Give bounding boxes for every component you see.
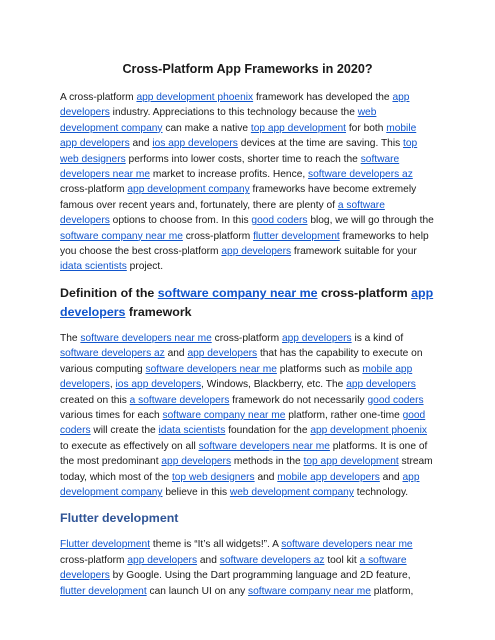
text-run: platforms such as: [276, 363, 363, 375]
hyperlink[interactable]: app developers: [161, 456, 232, 468]
text-run: will create the: [90, 425, 159, 437]
hyperlink[interactable]: software company near me: [162, 409, 286, 421]
hyperlink[interactable]: software developers az: [219, 554, 325, 566]
hyperlink[interactable]: mobile app developers: [60, 363, 413, 391]
text-run: various times for each: [60, 409, 163, 421]
text-run: A cross-platform: [60, 92, 137, 103]
document-title: Cross-Platform App Frameworks in 2020?: [122, 62, 373, 76]
text-run: devices at the time are saving. This: [237, 138, 404, 150]
text-run: ,: [109, 379, 116, 391]
text-run: platforms. It is one of the most predominant: [60, 440, 428, 468]
text-run: , Windows, Blackberry, etc. The: [201, 379, 347, 391]
text-run: created on this: [60, 394, 130, 406]
hyperlink[interactable]: top app development: [303, 456, 399, 468]
hyperlink[interactable]: idata scientists: [60, 261, 127, 273]
text-run: and: [129, 138, 153, 150]
hyperlink[interactable]: flutter development: [60, 585, 147, 597]
text-run: methods in the: [231, 456, 304, 468]
text-run: stream today, which most of the: [60, 456, 433, 483]
text-run: industry. Appreciations to this technology because the: [109, 107, 358, 119]
text-run: foundation for the: [225, 425, 311, 437]
flutter-paragraph: [60, 537, 435, 599]
intro-paragraph: [60, 90, 435, 275]
section-heading-flutter: Flutter development: [60, 511, 179, 526]
hyperlink[interactable]: software company near me: [248, 585, 371, 597]
text-run: frameworks have become extremely famous over recent years and, fortunately, there are plenty of: [60, 184, 417, 211]
hyperlink[interactable]: software developers az: [308, 169, 413, 181]
hyperlink[interactable]: good coders: [367, 394, 424, 406]
hyperlink[interactable]: app development phoenix: [136, 92, 254, 103]
hyperlink[interactable]: app developers: [60, 92, 410, 119]
text-run: believe in this: [162, 486, 230, 498]
hyperlink[interactable]: mobile app developers: [277, 471, 380, 483]
text-run: blog, we will go through the: [307, 215, 434, 227]
hyperlink[interactable]: app developers: [346, 379, 416, 391]
text-run: performs into lower costs, shorter time to reach the: [125, 153, 361, 165]
text-run: and: [164, 348, 188, 360]
text-run: market to increase profits. Hence,: [150, 169, 309, 181]
text-run: framework do not necessarily: [229, 394, 368, 406]
text-run: and: [379, 471, 403, 483]
text-run: framework has developed the: [253, 92, 393, 103]
text-run: cross-platform: [211, 332, 282, 344]
text-run: options to choose from. In this: [109, 215, 252, 227]
text-run: and: [254, 471, 278, 483]
hyperlink[interactable]: ios app developers: [115, 379, 202, 391]
section-heading-definition: [60, 284, 435, 322]
hyperlink[interactable]: flutter development: [253, 230, 340, 242]
text-run: framework: [125, 304, 192, 319]
text-run: tool kit: [324, 554, 360, 566]
hyperlink[interactable]: good coders: [60, 409, 426, 437]
hyperlink[interactable]: software company near me: [157, 285, 318, 300]
hyperlink[interactable]: ios app developers: [152, 138, 238, 150]
text-run: for both: [346, 122, 387, 134]
text-run: cross-platform: [317, 285, 412, 300]
hyperlink[interactable]: software company near me: [60, 230, 183, 242]
hyperlink[interactable]: mobile app developers: [60, 122, 417, 150]
text-run: that has the capability to execute on various computing: [60, 348, 423, 375]
text-run: technology.: [353, 486, 409, 498]
text-run: theme is “It’s all widgets!”. A: [150, 539, 282, 551]
hyperlink[interactable]: web development company: [60, 107, 377, 134]
hyperlink[interactable]: software developers near me: [145, 363, 277, 375]
hyperlink[interactable]: a software developers: [129, 394, 230, 406]
text-run: cross-platform: [60, 554, 128, 566]
text-run: platform,: [370, 585, 414, 597]
text-run: Definition of the: [60, 285, 158, 300]
hyperlink[interactable]: software developers near me: [60, 153, 400, 181]
hyperlink[interactable]: idata scientists: [158, 425, 226, 437]
text-run: and: [197, 554, 220, 566]
hyperlink[interactable]: app developers: [187, 348, 258, 360]
hyperlink[interactable]: app developers: [60, 285, 434, 319]
text-run: is a kind of: [351, 332, 404, 344]
hyperlink[interactable]: software developers near me: [198, 440, 330, 452]
text-run: project.: [126, 261, 164, 273]
hyperlink[interactable]: software developers near me: [80, 332, 212, 344]
hyperlink[interactable]: app development company: [60, 471, 420, 498]
hyperlink[interactable]: top web designers: [171, 471, 255, 483]
text-run: cross-platform: [182, 230, 254, 242]
text-run: can launch UI on any: [146, 585, 249, 597]
text-run: frameworks to help you choose the best cross-platform: [60, 230, 429, 258]
hyperlink[interactable]: web development company: [229, 486, 354, 498]
text-run: The: [60, 332, 81, 344]
hyperlink[interactable]: good coders: [251, 215, 308, 227]
text-run: platform, rather one-time: [285, 409, 403, 421]
hyperlink[interactable]: software developers near me: [281, 539, 413, 551]
text-run: cross-platform: [60, 184, 128, 196]
definition-paragraph: [60, 331, 435, 500]
text-run: by Google. Using the Dart programming language and 2D feature,: [109, 570, 411, 582]
hyperlink[interactable]: Flutter development: [60, 539, 151, 551]
hyperlink[interactable]: app developers: [127, 554, 198, 566]
hyperlink[interactable]: top app development: [250, 122, 347, 134]
text-run: to execute as effectively on all: [60, 440, 199, 452]
text-run: can make a native: [162, 122, 251, 134]
hyperlink[interactable]: app development phoenix: [310, 425, 428, 437]
hyperlink[interactable]: app developers: [281, 332, 352, 344]
hyperlink[interactable]: a software developers: [60, 554, 407, 582]
hyperlink[interactable]: top web designers: [60, 138, 418, 165]
hyperlink[interactable]: software developers az: [60, 348, 165, 360]
hyperlink[interactable]: a software developers: [60, 199, 385, 227]
hyperlink[interactable]: app development company: [127, 184, 250, 196]
text-run: framework suitable for your: [291, 246, 417, 258]
hyperlink[interactable]: app developers: [221, 246, 292, 258]
